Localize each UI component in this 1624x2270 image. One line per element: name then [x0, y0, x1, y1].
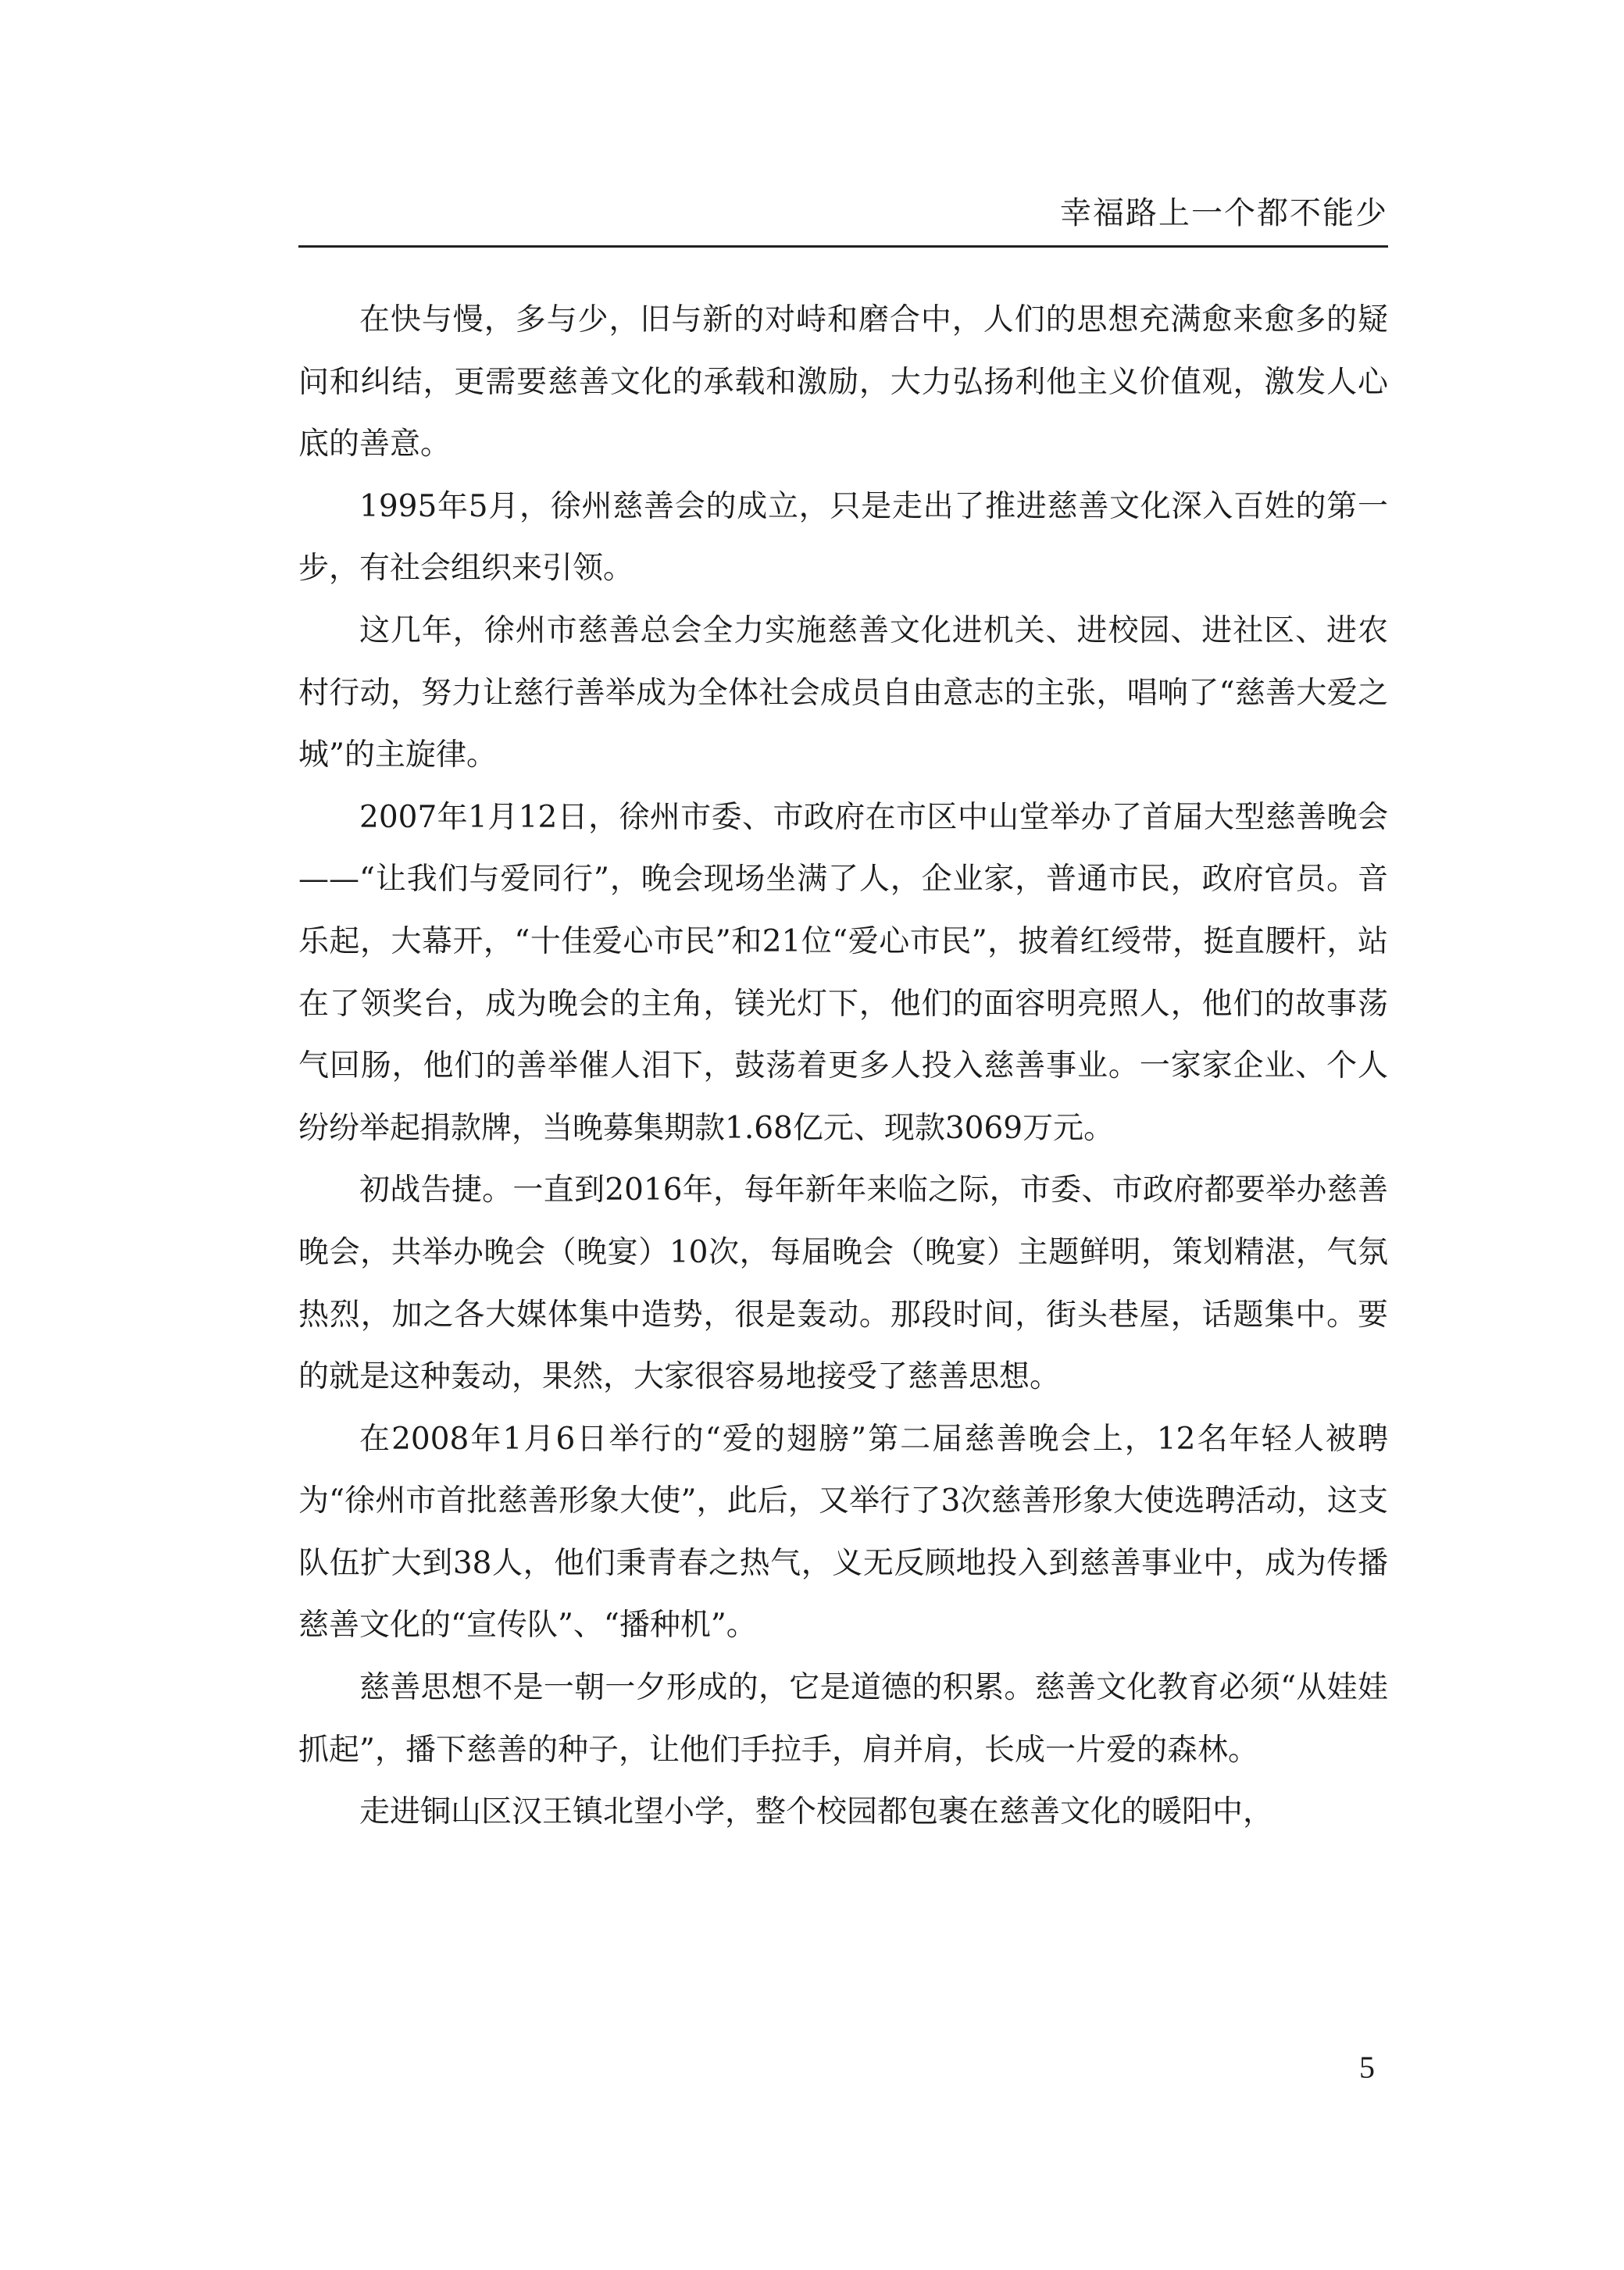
running-header [298, 187, 1388, 248]
running-header-title: 幸福路上一个都不能少 [1060, 195, 1388, 231]
paragraph-5: 初战告捷。一直到2016年，每年新年来临之际，市委、市政府都要举办慈善晚会，共举办晚会（晚宴）10次，每届晚会（晚宴）主题鲜明，策划精湛，气氛热烈，加之各大媒体集中造势，很是轰动。那段时间，街头巷屋，话题集中。要的就是这种轰动，果然，大家很容易地接受了慈善思想。 [298, 1172, 1388, 1395]
page-number: 5 [1359, 2050, 1375, 2085]
paragraph-2: 1995年5月，徐州慈善会的成立，只是走出了推进慈善文化深入百姓的第一步，有社会组织来引领。 [298, 488, 1388, 587]
paragraph-7: 慈善思想不是一朝一夕形成的，它是道德的积累。慈善文化教育必须“从娃娃抓起”，播下慈善的种子，让他们手拉手，肩并肩，长成一片爱的森林。 [298, 1670, 1388, 1768]
paragraph-3: 这几年，徐州市慈善总会全力实施慈善文化进机关、进校园、进社区、进农村行动，努力让慈行善举成为全体社会成员自由意志的主张，唱响了“慈善大爱之城”的主旋律。 [298, 612, 1388, 773]
paragraph-1: 在快与慢，多与少，旧与新的对峙和磨合中，人们的思想充满愈来愈多的疑问和纠结，更需要慈善文化的承载和激励，大力弘扬利他主义价值观，激发人心底的善意。 [298, 302, 1388, 462]
body-text [298, 289, 1388, 1843]
paragraph-8: 走进铜山区汉王镇北望小学，整个校园都包裹在慈善文化的暖阳中， [359, 1794, 1274, 1830]
paragraph-6: 在2008年1月6日举行的“爱的翅膀”第二届慈善晚会上，12名年轻人被聘为“徐州市首批慈善形象大使”，此后，又举行了3次慈善形象大使选聘活动，这支队伍扩大到38人，他们秉青春之热气，义无反顾地投入到慈善事业中，成为传播慈善文化的“宣传队”、“播种机”。 [298, 1421, 1388, 1644]
paragraph-4: 2007年1月12日，徐州市委、市政府在市区中山堂举办了首届大型慈善晚会——“让我们与爱同行”，晚会现场坐满了人，企业家，普通市民，政府官员。音乐起，大幕开，“十佳爱心市民”和21位“爱心市民”，披着红绶带，挺直腰杆，站在了领奖台，成为晚会的主角，镁光灯下，他们的面容明亮照人，他们的故事荡气回肠，他们的善举催人泪下，鼓荡着更多人投入慈善事业。一家家企业、个人纷纷举起捐款牌，当晚募集期款1.68亿元、现款3069万元。 [298, 799, 1388, 1146]
